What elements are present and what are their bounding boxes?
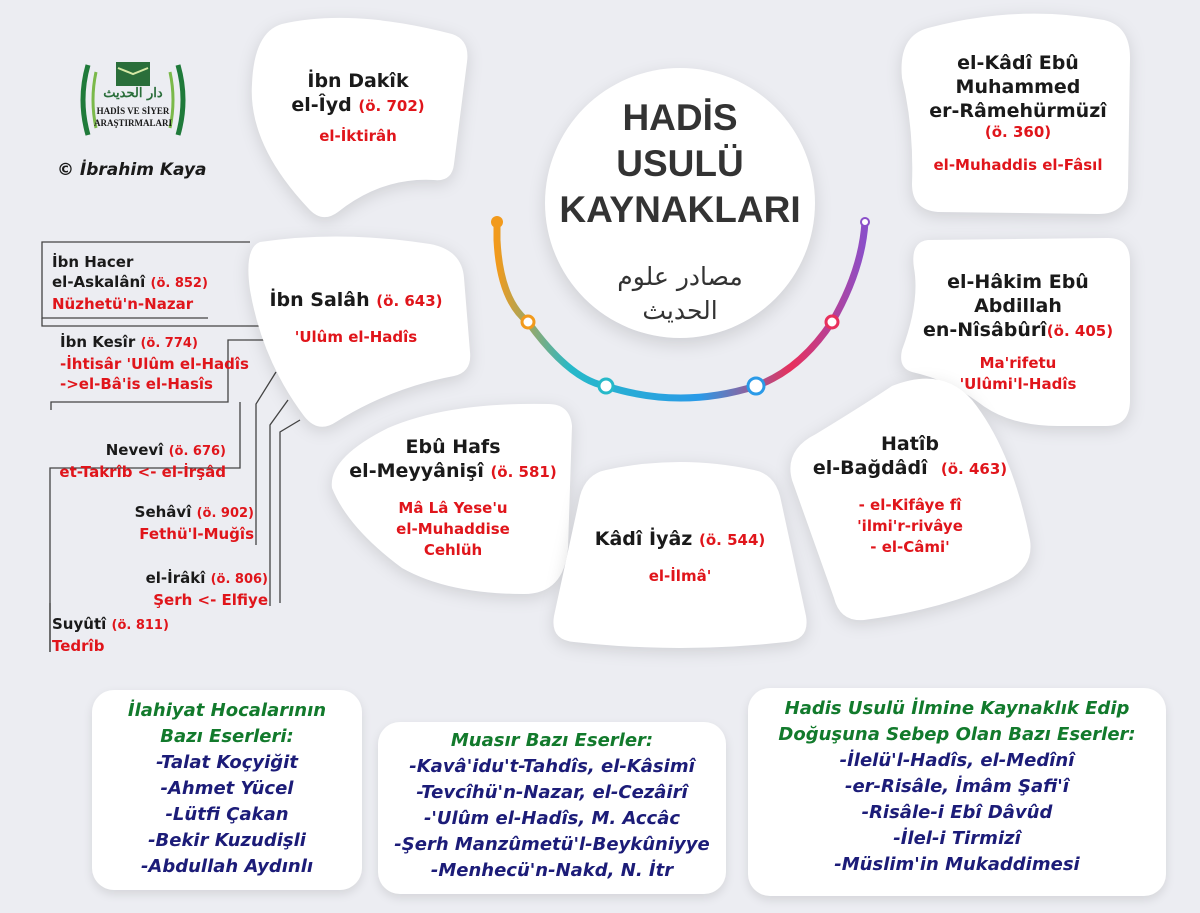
card-iyaz [548, 456, 812, 650]
card-ramehurmuzi-work: el-Muhaddis el-Fâsıl [933, 155, 1103, 174]
logo-line2: ARAŞTIRMALARI [93, 118, 172, 128]
list-item: -'Ulûm el-Hadîs, M. Accâc [423, 808, 681, 829]
card-ramehurmuzi-name1: el-Kâdî Ebû [957, 51, 1079, 74]
side-sehavi-name: Sehâvî [134, 503, 192, 521]
side-kesir-name: İbn Kesîr [60, 333, 136, 351]
card-dakik-name2: el-Îyd [291, 94, 352, 116]
side-ibn-hacer [52, 252, 208, 314]
card-hatib-date: (ö. 463) [940, 460, 1008, 478]
list-item: -Şerh Manzûmetü'l-Beykûniyye [394, 834, 710, 855]
card-meyyanisi [328, 398, 578, 598]
card-hatib-work3: - el-Câmi' [870, 538, 950, 556]
logo-arabic: دار الحديث [103, 86, 163, 101]
card-hakim-name1: el-Hâkim Ebû [947, 270, 1089, 293]
card-hakim-date: (ö. 405) [1046, 321, 1114, 340]
card-salah-date: (ö. 643) [376, 292, 443, 310]
center-title-line2: USULÜ [616, 143, 744, 184]
box-ilahiyat-hocalari [92, 690, 362, 890]
side-sehavi-work: Fethü'l-Muğîs [139, 525, 254, 543]
card-ramehurmuzi-date: (ö. 360) [984, 122, 1052, 141]
side-nevevi [52, 440, 226, 482]
card-hakim-work2: 'Ulûmi'l-Hadîs [959, 374, 1077, 393]
card-meyyanisi-date: (ö. 581) [490, 463, 557, 481]
list-item: -Talat Koçyiğit [156, 752, 298, 773]
list-item: -Risâle-i Ebî Dâvûd [861, 802, 1053, 823]
list-item: -Lütfi Çakan [165, 804, 289, 825]
side-hacer-date: (ö. 852) [150, 276, 208, 291]
side-sehavi [120, 502, 254, 544]
card-dakik-name1: İbn Dakîk [307, 70, 409, 92]
card-salah-name: İbn Salâh [269, 289, 370, 311]
box-hocalar-title1: İlahiyat Hocalarının [127, 700, 327, 721]
card-iyaz-date: (ö. 544) [698, 531, 766, 549]
card-iyaz-name: Kâdî İyâz [594, 528, 693, 550]
side-iraki [130, 568, 268, 610]
side-hacer-work: Nüzhetü'n-Nazar [52, 295, 194, 313]
center-title-line1: HADİS [622, 97, 738, 138]
side-ibn-kesir [60, 332, 249, 394]
card-ibn-dakik [242, 14, 474, 214]
card-dakik-work: el-İktirâh [319, 127, 397, 145]
box-kaynak-title1: Hadis Usulü İlmine Kaynaklık Edip [784, 698, 1130, 719]
card-meyyanisi-work2: el-Muhaddise [396, 520, 510, 538]
side-kesir-work2: ->el-Bâ'is el-Hasîs [60, 375, 213, 393]
list-item: -Abdullah Aydınlı [140, 856, 314, 877]
card-meyyanisi-name1: Ebû Hafs [405, 436, 501, 458]
box-muasir-title: Muasır Bazı Eserler: [450, 730, 654, 751]
box-muasir-eserler [378, 722, 726, 894]
box-kaynak-eserler [748, 688, 1166, 896]
card-meyyanisi-name2: el-Meyyânişî [349, 460, 484, 482]
list-item: -İlelü'l-Hadîs, el-Medînî [839, 750, 1075, 771]
list-item: -Menhecü'n-Nakd, N. İtr [430, 860, 674, 881]
card-ramehurmuzi-name3: er-Râmehürmüzî [929, 99, 1107, 122]
card-hatib-name1: Hatîb [881, 433, 939, 455]
card-dakik-date: (ö. 702) [358, 97, 425, 115]
center-arabic-line2: الحديث [642, 296, 718, 325]
card-iyaz-work: el-İlmâ' [648, 567, 712, 585]
list-item: -Ahmet Yücel [160, 778, 294, 799]
box-kaynak-title2: Doğuşuna Sebep Olan Bazı Eserler: [778, 724, 1136, 745]
side-iraki-work: Şerh <- Elfiye [153, 591, 268, 609]
side-nevevi-date: (ö. 676) [168, 444, 226, 459]
side-kesir-work1: -İhtisâr 'Ulûm el-Hadîs [60, 355, 249, 373]
card-hakim-name3: en-Nîsâbûrî [922, 318, 1047, 341]
box-hocalar-title2: Bazı Eserleri: [160, 726, 294, 747]
list-item: -Tevcîhü'n-Nazar, el-Cezâirî [416, 782, 688, 803]
list-item: -Kavâ'idu't-Tahdîs, el-Kâsimî [409, 756, 695, 777]
list-item: -Bekir Kuzudişli [148, 830, 306, 851]
center-arabic-line1: مصادر علوم [617, 262, 743, 291]
card-ramehurmuzi [898, 8, 1138, 218]
side-suyuti-date: (ö. 811) [111, 618, 169, 633]
side-sehavi-date: (ö. 902) [196, 506, 254, 521]
card-hakim-name2: Abdillah [974, 294, 1062, 317]
side-kesir-date: (ö. 774) [140, 336, 198, 351]
side-hacer-name1: İbn Hacer [52, 253, 134, 271]
card-hatib-work2: 'ilmi'r-rivâye [857, 517, 963, 535]
logo-line1: HADİS VE SİYER [96, 106, 170, 116]
side-iraki-name: el-İrâkî [145, 569, 206, 587]
side-suyuti [52, 614, 169, 656]
card-hakim-work1: Ma'rifetu [979, 353, 1057, 372]
list-item: -Müslim'in Mukaddimesi [834, 854, 1080, 875]
side-iraki-date: (ö. 806) [210, 572, 268, 587]
card-meyyanisi-work1: Mâ Lâ Yese'u [398, 499, 508, 517]
card-ramehurmuzi-name2: Muhammed [955, 75, 1081, 98]
card-meyyanisi-work3: Cehlüh [423, 541, 483, 559]
card-hatib-name2: el-Bağdâdî [812, 457, 928, 479]
side-nevevi-work: et-Takrîb <- el-İrşâd [59, 463, 226, 481]
list-item: -er-Risâle, İmâm Şafi'î [845, 776, 1069, 797]
side-hacer-name2: el-Askalânî [52, 273, 146, 291]
side-suyuti-name: Suyûtî [52, 615, 107, 633]
side-nevevi-name: Nevevî [105, 441, 164, 459]
copyright: © İbrahim Kaya [57, 160, 207, 180]
card-hatib-work1: - el-Kifâye fî [858, 496, 962, 514]
center-title-line3: KAYNAKLARI [559, 189, 801, 230]
side-suyuti-work: Tedrîb [52, 637, 105, 655]
list-item: -İlel-i Tirmizî [893, 828, 1021, 849]
card-salah-work: 'Ulûm el-Hadîs [294, 328, 418, 346]
card-hatib [782, 370, 1038, 626]
